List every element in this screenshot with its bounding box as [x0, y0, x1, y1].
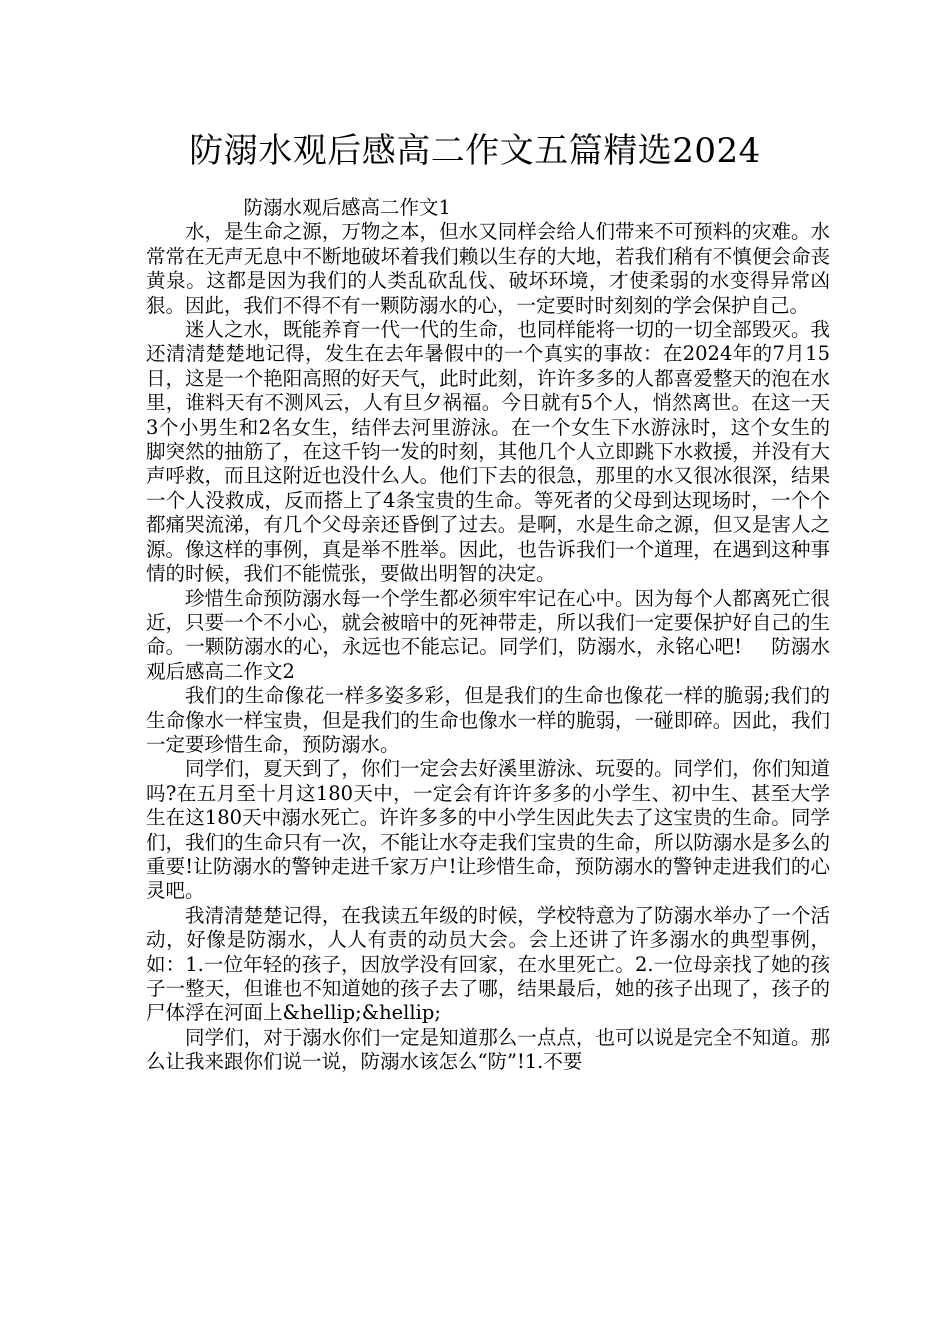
paragraph-7: 同学们，对于溺水你们一定是知道那么一点点，也可以说是完全不知道。那么让我来跟你们说一说，防溺水该怎么“防”!1.不要	[146, 1025, 830, 1074]
document-title: 防溺水观后感高二作文五篇精选2024	[189, 131, 761, 171]
essay1-heading: 防溺水观后感高二作文1	[243, 196, 451, 219]
paragraph-6: 我清清楚楚记得，在我读五年级的时候，学校特意为了防溺水举办了一个活动，好像是防溺水，人人有责的动员大会。会上还讲了许多溺水的典型事例，如：1.一位年轻的孩子，因放学没有回家，在水里死亡。2.一位母亲找了她的孩子一整天，但谁也不知道她的孩子去了哪，结果最后，她的孩子出现了，孩子的尸体浮在河面上&hellip;&hellip;	[146, 903, 830, 1025]
document-body	[146, 196, 830, 1075]
paragraph-2: 迷人之水，既能养育一代一代的生命，也同样能将一切的一切全部毁灭。我还清清楚楚地记得，发生在去年暑假中的一个真实的事故：在2024年的7月15日，这是一个艳阳高照的好天气，此时此刻，许许多多的人都喜爱整天的泡在水里，谁料天有不测风云，人有旦夕祸福。今日就有5个人，悄然离世。在这一天3个小男生和2名女生，结伴去河里游泳。在一个女生下水游泳时，这个女生的脚突然的抽筋了，在这千钧一发的时刻，其他几个人立即跳下水救援，并没有大声呼救，而且这附近也没什么人。他们下去的很急，那里的水又很冰很深，结果一个人没救成，反而搭上了4条宝贵的生命。等死者的父母到达现场时，一个个都痛哭流涕，有几个父母亲还昏倒了过去。是啊，水是生命之源，但又是害人之源。像这样的事例，真是举不胜举。因此，也告诉我们一个道理，在遇到这种事情的时候，我们不能慌张，要做出明智的决定。	[146, 318, 830, 586]
paragraph-3	[146, 587, 830, 685]
paragraph-1: 水，是生命之源，万物之本，但水又同样会给人们带来不可预料的灾难。水常常在无声无息中不断地破坏着我们赖以生存的大地，若我们稍有不慎便会命丧黄泉。这都是因为我们的人类乱砍乱伐、破坏环境，才使柔弱的水变得异常凶狠。因此，我们不得不有一颗防溺水的心，一定要时时刻刻的学会保护自己。	[146, 220, 830, 317]
paragraph-5: 同学们，夏天到了，你们一定会去好溪里游泳、玩耍的。同学们，你们知道吗?在五月至十月这180天中，一定会有许许多多的小学生、初中生、甚至大学生在这180天中溺水死亡。许许多多的中小学生因此失去了这宝贵的生命。同学们，我们的生命只有一次，不能让水夺走我们宝贵的生命，所以防溺水是多么的重要!让防溺水的警钟走进千家万户!让珍惜生命，预防溺水的警钟走进我们的心灵吧。	[146, 757, 830, 903]
paragraph-3-text: 珍惜生命预防溺水每一个学生都必须牢牢记在心中。因为每个人都离死亡很近，只要一个不小心，就会被暗中的死神带走，所以我们一定要保护好自己的生命。一颗防溺水的心，永远也不能忘记。同学们，防溺水，永铭心吧!	[146, 586, 830, 659]
paragraph-4: 我们的生命像花一样多姿多彩，但是我们的生命也像花一样的脆弱;我们的生命像水一样宝贵，但是我们的生命也像水一样的脆弱，一碰即碎。因此，我们一定要珍惜生命，预防溺水。	[146, 684, 830, 756]
essay2-heading: 防溺水观后感高二作文2	[146, 635, 830, 683]
